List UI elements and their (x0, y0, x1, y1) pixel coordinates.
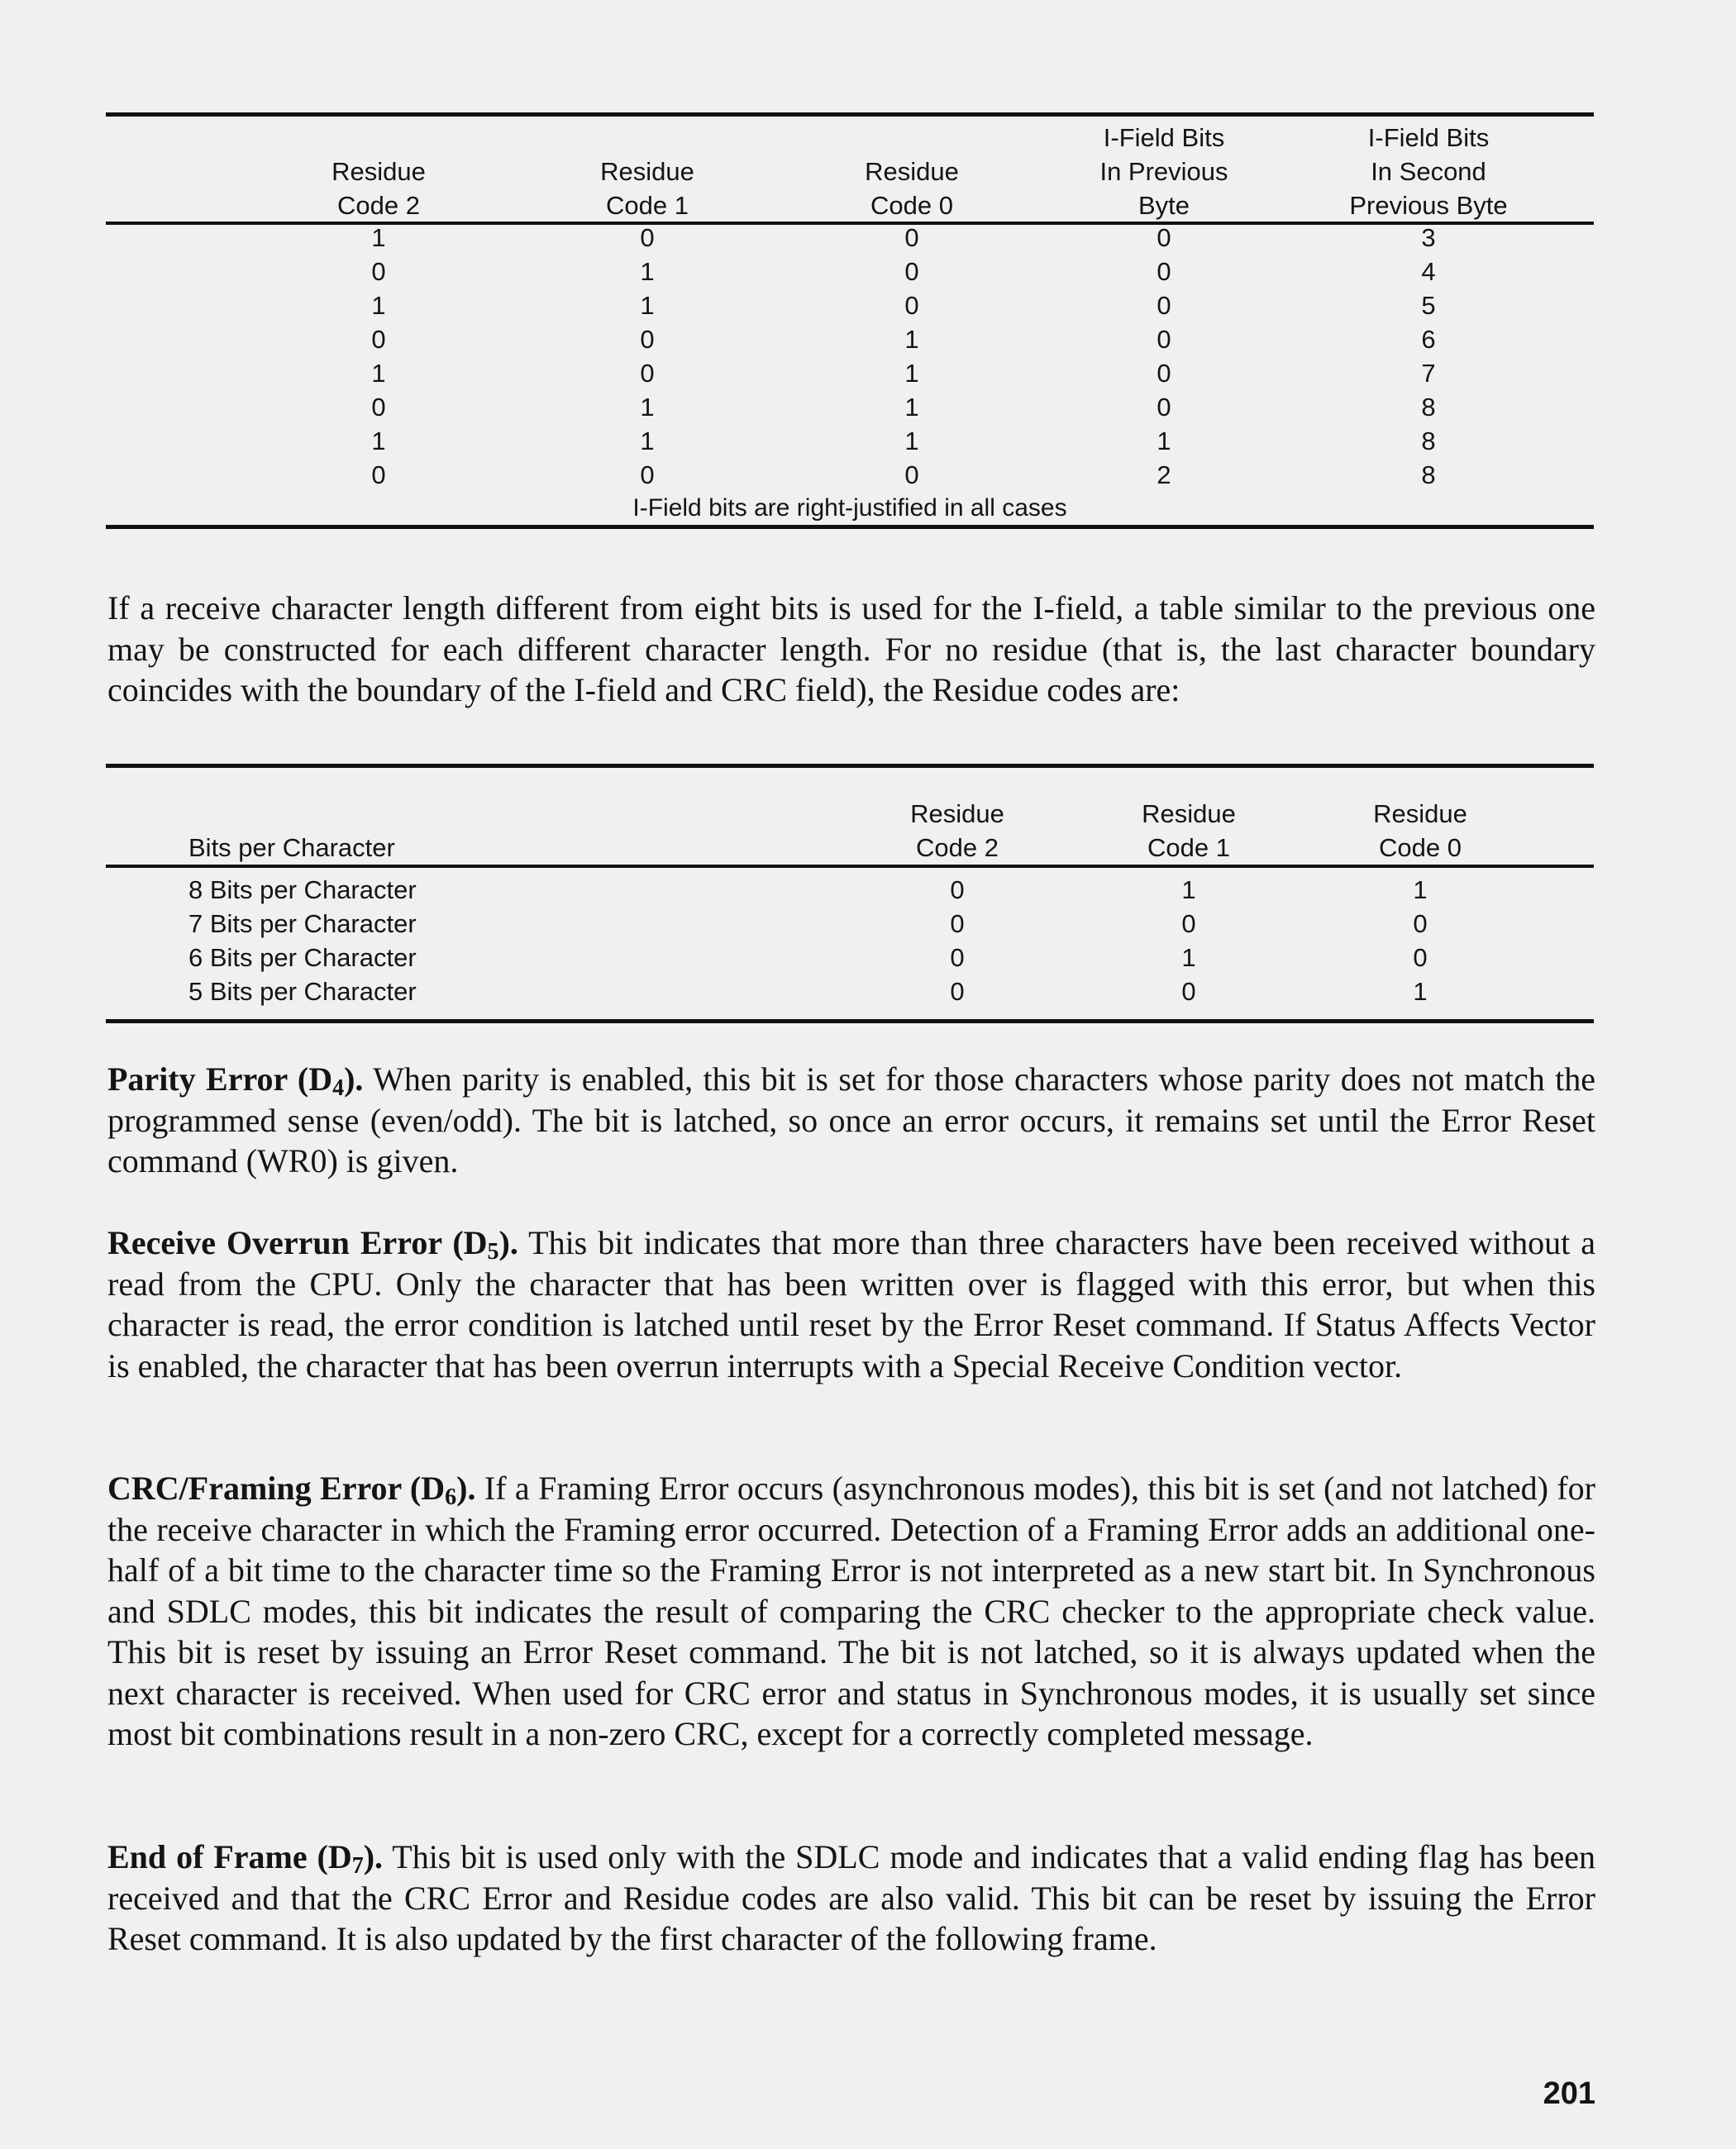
header-line: Residue (910, 799, 1004, 828)
section-heading (107, 1060, 364, 1101)
header-line: In Second (1371, 157, 1486, 186)
heading-subscript: 7 (351, 1853, 364, 1879)
header-line: I-Field Bits (1367, 123, 1490, 152)
heading-text: Receive Overrun Error (D (107, 1224, 488, 1261)
table-cell: 1 (640, 426, 655, 455)
header-line: Code 1 (606, 191, 689, 220)
section-heading (107, 1838, 384, 1879)
table-cell: 0 (640, 460, 655, 489)
table-cell: 1 (640, 393, 655, 422)
table-cell: 2 (1157, 460, 1171, 489)
table-cell: 5 Bits per Character (188, 977, 417, 1006)
header-line: Byte (1137, 191, 1190, 220)
table-cell: 0 (1413, 909, 1428, 938)
header-line: Code 2 (337, 191, 420, 220)
table-cell: 1 (371, 359, 386, 388)
table-cell: 7 Bits per Character (188, 909, 417, 938)
table-cell: 0 (371, 257, 386, 286)
table-cell: 0 (950, 977, 965, 1006)
header-residue-code-1 (565, 155, 730, 222)
table-cell: 8 (1421, 393, 1436, 422)
parity-error-paragraph (107, 1059, 1595, 1182)
table-cell: 8 Bits per Character (188, 875, 417, 904)
table-cell: 5 (1421, 291, 1436, 320)
table-cell: 0 (904, 291, 919, 320)
header-line: Code 0 (870, 191, 953, 220)
table-cell: 0 (371, 460, 386, 489)
header-residue-code-1 (1085, 797, 1292, 865)
table-cell: 4 (1421, 257, 1436, 286)
table-cell: 0 (950, 943, 965, 972)
intro-paragraph: If a receive character length different from eight bits is used for the I-field, a table similar to the previous one may be constructed for each different character length. For no residue (that is, the last character boundary coincides with the boundary of the I-field and CRC field), the Residue codes are: (107, 589, 1595, 708)
table-cell: 7 (1421, 359, 1436, 388)
heading-text: CRC/Framing Error (D (107, 1470, 446, 1507)
table-cell: 0 (640, 325, 655, 354)
header-line: In Previous (1099, 157, 1228, 186)
section-heading (107, 1224, 518, 1265)
header-ifield-second-previous-byte (1304, 121, 1552, 222)
table-cell: 0 (371, 393, 386, 422)
table-cell: 0 (904, 257, 919, 286)
table-cell: 0 (1157, 359, 1171, 388)
table-top-rule (106, 764, 1594, 768)
header-line: Previous Byte (1349, 191, 1508, 220)
table-bottom-rule (106, 1019, 1594, 1023)
heading-text: End of Frame (D (107, 1838, 352, 1875)
header-line: Residue (1373, 799, 1467, 828)
table-cell: 1 (1157, 426, 1171, 455)
table-cell: 1 (1413, 977, 1428, 1006)
header-line: Residue (1142, 799, 1236, 828)
table-cell: 0 (1157, 291, 1171, 320)
table-cell: 0 (950, 909, 965, 938)
table-cell: 3 (1421, 223, 1436, 252)
heading-end: ). (344, 1060, 364, 1098)
table-cell: 8 (1421, 426, 1436, 455)
table-cell: 0 (640, 223, 655, 252)
table-cell: 1 (1181, 875, 1196, 904)
section-body: This bit indicates that more than three characters have been received without a read from the CPU. Only the character that has been written over is flagged with this error, but when this character is read, the error condition is latched until reset by the Error Reset command. If Status Affects Vector is enabled, the character that has been overrun interrupts with a Special Receive Condition vector. (107, 1224, 1595, 1384)
header-line: Residue (331, 157, 426, 186)
table-cell: 1 (904, 359, 919, 388)
page-number: 201 (1543, 2076, 1595, 2111)
section-heading (107, 1470, 476, 1510)
table-top-rule (106, 112, 1594, 117)
table-cell: 0 (1157, 325, 1171, 354)
table-note: I-Field bits are right-justified in all cases (632, 494, 1067, 522)
header-bits-per-character (188, 831, 602, 865)
table-cell: 1 (371, 223, 386, 252)
table-cell: 1 (640, 291, 655, 320)
end-of-frame-paragraph (107, 1837, 1595, 1960)
table-cell: 0 (640, 359, 655, 388)
crc-framing-paragraph (107, 1468, 1595, 1755)
residue-code-table (106, 112, 1594, 534)
bits-per-character-table (106, 764, 1594, 1028)
table-cell: 0 (1181, 909, 1196, 938)
table-cell: 1 (904, 325, 919, 354)
table-header-rule (106, 865, 1594, 868)
table-cell: 1 (1181, 943, 1196, 972)
table-cell: 1 (904, 426, 919, 455)
table-cell: 1 (1413, 875, 1428, 904)
table-cell: 8 (1421, 460, 1436, 489)
heading-text: Parity Error (D (107, 1060, 333, 1098)
section-body: This bit is used only with the SDLC mode and indicates that a valid ending flag has been received and that the CRC Error and Residue codes are also valid. This bit can be reset by issuing the Error Reset command. It is also updated by the first character of the following frame. (107, 1838, 1595, 1957)
table-cell: 1 (904, 393, 919, 422)
header-line: Residue (865, 157, 959, 186)
header-line: Bits per Character (188, 833, 395, 862)
table-cell: 1 (371, 291, 386, 320)
table-cell: 0 (1157, 393, 1171, 422)
table-cell: 6 (1421, 325, 1436, 354)
table-cell: 0 (1157, 257, 1171, 286)
table-cell: 0 (1181, 977, 1196, 1006)
heading-subscript: 6 (445, 1484, 457, 1510)
heading-subscript: 5 (487, 1239, 499, 1265)
table-bottom-rule (106, 525, 1594, 529)
heading-subscript: 4 (332, 1075, 345, 1101)
table-cell: 0 (371, 325, 386, 354)
table-cell: 0 (904, 460, 919, 489)
header-line: Code 0 (1379, 833, 1462, 862)
header-residue-code-0 (1317, 797, 1524, 865)
header-line: Code 1 (1147, 833, 1230, 862)
heading-end: ). (456, 1470, 476, 1507)
section-body: If a Framing Error occurs (asynchronous modes), this bit is set (and not latched) for the receive character in which the Framing error occurred. Detection of a Framing Error adds an additional one-half of a bit time to the character time so the Framing Error is not interpreted as a new start bit. In Synchronous and SDLC modes, this bit indicates the result of comparing the CRC checker to the appropriate check value. This bit is reset by issuing an Error Reset command. The bit is not latched, so it is always updated when the next character is received. When used for CRC error and status in Synchronous modes, it is usually set since most bit combinations result in a non-zero CRC, except for a correctly completed message. (107, 1470, 1596, 1752)
table-cell: 0 (950, 875, 965, 904)
heading-end: ). (498, 1224, 518, 1261)
table-cell: 0 (904, 223, 919, 252)
header-residue-code-2 (854, 797, 1061, 865)
header-residue-code-2 (296, 155, 461, 222)
header-residue-code-0 (829, 155, 994, 222)
header-line: Residue (600, 157, 694, 186)
header-line: Code 2 (916, 833, 999, 862)
header-ifield-previous-byte (1040, 121, 1288, 222)
section-body: When parity is enabled, this bit is set for those characters whose parity does not match the programmed sense (even/odd). The bit is latched, so once an error occurs, it remains set until the Error Reset command (WR0) is given. (107, 1060, 1596, 1179)
header-line: I-Field Bits (1103, 123, 1225, 152)
table-cell: 6 Bits per Character (188, 943, 417, 972)
table-cell: 0 (1157, 223, 1171, 252)
heading-end: ). (363, 1838, 384, 1875)
table-cell: 1 (371, 426, 386, 455)
receive-overrun-paragraph (107, 1222, 1595, 1386)
table-cell: 1 (640, 257, 655, 286)
table-cell: 0 (1413, 943, 1428, 972)
